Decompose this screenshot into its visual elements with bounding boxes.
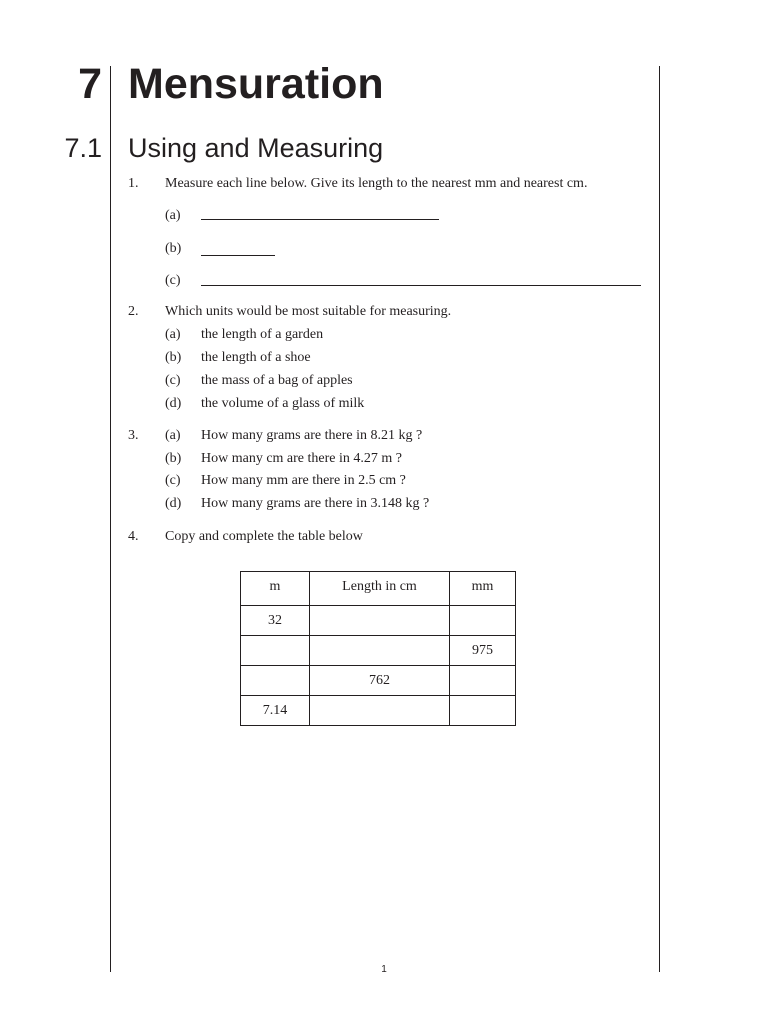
- question-3-part-d-text: How many grams are there in 3.148 kg ?: [201, 496, 430, 511]
- question-3-part-a-label: (a): [165, 428, 181, 443]
- table-row: [241, 666, 516, 696]
- cell-value: [310, 606, 449, 613]
- left-margin-rule: [110, 66, 111, 972]
- section-number: 7.1: [64, 133, 102, 163]
- question-3-part-a-text: How many grams are there in 8.21 kg ?: [201, 428, 423, 443]
- question-3-part-b-label: (b): [165, 451, 182, 466]
- question-2-part-c-text: the mass of a bag of apples: [201, 373, 353, 388]
- question-2-part-a-text: the length of a garden: [201, 327, 324, 342]
- cell-value: [450, 696, 515, 703]
- question-3-part-c-text: How many mm are there in 2.5 cm ?: [201, 473, 406, 488]
- question-1-number: 1.: [128, 176, 139, 191]
- cell-value: 7.14: [262, 703, 288, 718]
- cell-value: [310, 696, 449, 703]
- table-cell: [450, 666, 516, 696]
- table-cell: [310, 636, 450, 666]
- table-header-cell: [450, 572, 516, 606]
- question-3-number: 3.: [128, 428, 139, 443]
- cell-value: 762: [369, 673, 390, 688]
- cell-value: 975: [472, 643, 493, 658]
- header-m: m: [269, 579, 281, 594]
- question-3-part-b-text: How many cm are there in 4.27 m ?: [201, 451, 402, 466]
- table-cell: [450, 606, 516, 636]
- question-2-part-b-text: the length of a shoe: [201, 350, 311, 365]
- question-1-part-a-label: (a): [165, 208, 181, 223]
- question-2-part-a-label: (a): [165, 327, 181, 342]
- table-cell: [241, 666, 310, 696]
- table-cell: [241, 636, 310, 666]
- cell-value: [450, 666, 515, 673]
- question-4-number: 4.: [128, 529, 139, 544]
- question-2-part-d-label: (d): [165, 396, 182, 411]
- question-1-part-b-label: (b): [165, 241, 182, 256]
- table-cell: [450, 636, 516, 666]
- cell-value: [241, 636, 309, 643]
- question-3-part-d-label: (d): [165, 496, 182, 511]
- question-2-part-d-text: the volume of a glass of milk: [201, 396, 365, 411]
- question-4-text: Copy and complete the table below: [165, 529, 363, 544]
- cell-value: [241, 666, 309, 673]
- section-title: Using and Measuring: [128, 133, 384, 163]
- table-cell: [241, 696, 310, 726]
- measure-line-c: [201, 285, 641, 286]
- question-2-part-b-label: (b): [165, 350, 182, 365]
- table-header-row: [241, 572, 516, 606]
- question-2-part-c-label: (c): [165, 373, 181, 388]
- right-margin-rule: [659, 66, 660, 972]
- table-cell: [310, 666, 450, 696]
- table-header-cell: [310, 572, 450, 606]
- question-3-part-c-label: (c): [165, 473, 181, 488]
- table-row: [241, 696, 516, 726]
- measure-line-a: [201, 219, 439, 220]
- table-row: [241, 636, 516, 666]
- cell-value: [450, 606, 515, 613]
- table-row: [241, 606, 516, 636]
- measure-line-b: [201, 255, 275, 256]
- header-mm: mm: [471, 579, 494, 594]
- question-2-number: 2.: [128, 304, 139, 319]
- question-1-part-c-label: (c): [165, 273, 181, 288]
- conversion-table: [240, 571, 516, 726]
- table-cell: [241, 606, 310, 636]
- table-header-cell: [241, 572, 310, 606]
- cell-value: 32: [268, 613, 282, 628]
- header-length-in-cm: Length in cm: [342, 579, 417, 594]
- table-cell: [310, 696, 450, 726]
- table-cell: [310, 606, 450, 636]
- chapter-title: Mensuration: [128, 60, 384, 108]
- question-2-text: Which units would be most suitable for measuring.: [165, 304, 452, 319]
- page-number: 1: [381, 964, 387, 975]
- cell-value: [310, 636, 449, 643]
- question-1-text: Measure each line below. Give its length to the nearest mm and nearest cm.: [165, 176, 588, 191]
- chapter-number: 7: [78, 60, 102, 108]
- table-cell: [450, 696, 516, 726]
